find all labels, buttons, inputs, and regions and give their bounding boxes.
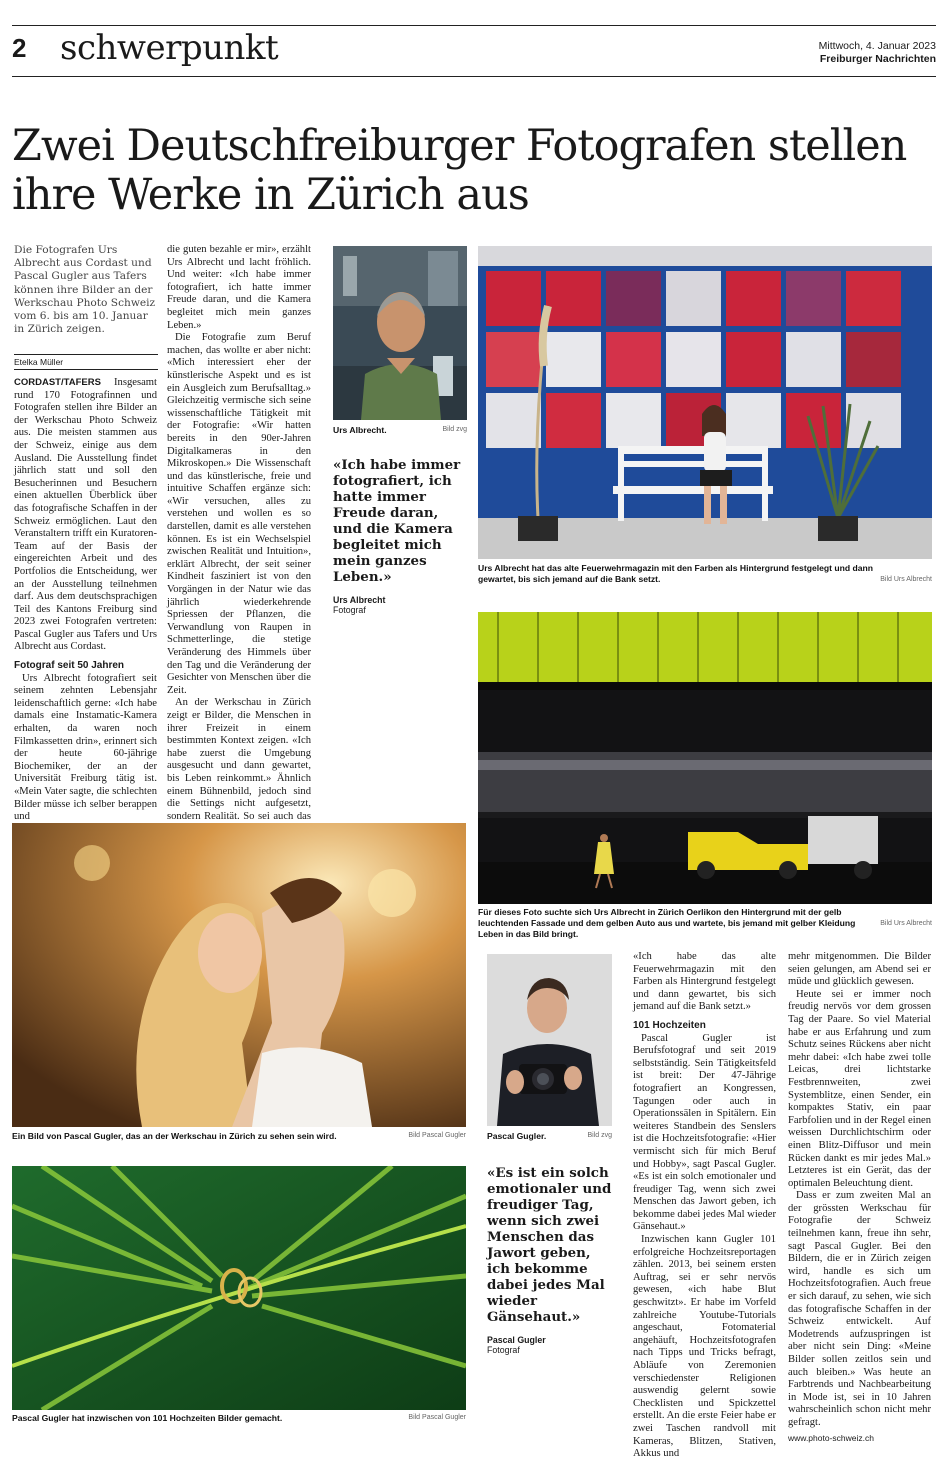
photo-credit: Bild zvg xyxy=(587,1132,612,1139)
photo-credit: Bild Pascal Gugler xyxy=(408,1132,466,1139)
website-link[interactable]: www.photo-schweiz.ch xyxy=(788,1432,874,1443)
paragraph: Pascal Gugler ist Berufsfotograf und seit 2019 selbstständig. Sein Tätigkeitsfeld ist breit: Der 47-Jährige fotografiert an Kongressen, Tagungen oder auch in Operationssälen in Spitälern. Ein weiteres Standbein des Senslers ist die Hochzeitsfotografie: «Hier vermischt sich für mich Beruf und Hobby», sagt Pascal Gugler. «Es ist ein solch emotionaler und freudiger Tag, wenn sich zwei Menschen das Jawort geben, ich bekomme dabei jedes Mal wieder Gänsehaut.» xyxy=(633,1032,776,1233)
article-column-4 xyxy=(788,951,931,1444)
photo-caption: Pascal Gugler hat inzwischen von 101 Hochzeiten Bilder gemacht. xyxy=(12,1413,283,1423)
photo-credit: Bild Urs Albrecht xyxy=(880,920,932,927)
quote-text: «Ich habe immer fotografiert, ich hatte immer Freude daran, und die Kamera begleitet mich mein ganzes Leben.» xyxy=(333,457,461,585)
quote-role: Fotograf xyxy=(333,605,366,615)
photo-caption: Urs Albrecht. xyxy=(333,425,387,435)
paragraph: die guten bezahle er mir», erzählt Urs Albrecht und lacht fröhlich. Und weiter: «Ich habe immer fotografiert, ich hatte immer Freude daran, und die Kamera begleitet mich mein ganzes Leben.» xyxy=(167,244,311,331)
pull-quote-albrecht xyxy=(333,457,467,615)
paragraph: mehr mitgenommen. Die Bilder seien gelungen, am Abend sei er müde und glücklich gewesen. xyxy=(788,951,931,988)
quote-text: «Es ist ein solch emotionaler und freudiger Tag, wenn sich zwei Menschen das Jawort geben, ich bekomme dabei jedes Mal wieder Gänsehaut.» xyxy=(487,1165,612,1325)
oerlikon-photo xyxy=(478,612,932,904)
gugler-portrait-photo xyxy=(487,954,612,1126)
pull-quote-gugler xyxy=(487,1165,615,1355)
subhead: Fotograf seit 50 Jahren xyxy=(14,660,125,672)
paragraph: «Ich habe das alte Feuerwehrmagazin mit den Farben als Hintergrund festgelegt und dann gewartet, bis sich jemand auf die Bank setzt.» xyxy=(633,951,776,1013)
headline: Zwei Deutschfreiburger Fotografen stellen ihre Werke in Zürich aus xyxy=(12,121,907,220)
dateline-kicker: CORDAST/TAFERS xyxy=(14,377,101,388)
photo-caption: Urs Albrecht hat das alte Feuerwehrmagazin mit den Farben als Hintergrund festgelegt und dann gewartet, bis sich jemand auf die Bank setzt. xyxy=(478,563,874,584)
quote-role: Fotograf xyxy=(487,1345,520,1355)
section-title: schwerpunkt xyxy=(60,28,279,68)
photo-credit: Bild Pascal Gugler xyxy=(408,1414,466,1421)
page-number: 2 xyxy=(12,33,27,63)
paragraph: CORDAST/TAFERS Insgesamt rund 170 Fotografinnen und Fotografen stellen ihre Bilder an der Werkschau Photo Schweiz aus. Die meisten stammen aus der Schweiz, einige aus dem Ausland. Die Ausstellung findet jährlich statt und soll den Besucherinnen und Besuchern einen aktuellen Überblick über das fotografische Schaffen in der Schweiz ermöglichen. Laut den Veranstaltern trifft ein Kuratoren-Team auf der Basis der eingereichten Arbeit und des Portfolios die Entscheidung, wer an der Ausstellung teilnehmen darf. Aus dem deutschsprachigen Teil des Kantons Freiburg sind 2023 zwei Fotografen vertreten: Pascal Gugler aus Tafers und Urs Albrecht aus Cordast. xyxy=(14,377,157,653)
header-rule xyxy=(12,76,936,77)
couple-photo xyxy=(12,823,466,1127)
paragraph: Heute sei er immer noch freudig nervös vor dem grossen Tag der Paare. So viel Material habe er aus Erfahrung und zum Schutz seines Rückens aber nicht mehr dabei: «Ich habe zwei tolle Leicas, drei lichtstarke Festbrennweiten, zwei Systemblitze, einen Sender, ein kompaktes Stativ, ein paar Farbfolien und in der Regel einen weissen Durchlichtschirm oder einen Blitz-Diffusor und mein Rücken dankt es mir jedes Mal.» Letzteres ist ein Gerät, das der optimalen Beleuchtung dient. xyxy=(788,988,931,1189)
paragraph: Dass er zum zweiten Mal an der grössten Werkschau für Fotografie der Schweiz teilnehmen kann, freue ihn sehr, sagt Pascal Gugler. Bei den Bildern, die er in Zürich zeigen wird, handle es sich um Hochzeitsfotografien. Auch freue er sich darauf, zu sehen, wie sich das fotografische Schaffen in der Schweiz entwickelt. Auf Modetrends aufzuspringen ist aber nicht sein Ding: «Meine Bilder sollen zeitlos sein und auch bleiben.» Was heute an Farbtrends und Nachbearbeitung in Mode ist, sei in 10 Jahren wahrscheinlich schon nicht mehr gefragt. xyxy=(788,1190,931,1428)
photo-credit: Bild zvg xyxy=(442,426,467,433)
photo-credit: Bild Urs Albrecht xyxy=(880,576,932,583)
paragraph: An der Werkschau in Zürich zeigt er Bilder, die Menschen in ihrer Freizeit in einem bestimmten Kontext zeigen. «Ich habe zuerst die Umgebung ausgesucht und dann gewartet, bis Leben reinkommt.» Ähnlich einem Bühnenbild, jedoch sind die Settings nicht aufgesetzt, sondern Realität. So sei auch das xyxy=(167,697,311,822)
paragraph: Urs Albrecht fotografiert seit seinem zehnten Lebensjahr leidenschaftlich gerne: «Ich habe damals eine Instamatic-Kamera erhalten, da waren noch Filmkassetten drin», erinnert sich der heute 60-jährige Biochemiker, der an der Universität Freiburg tätig ist. «Mein Vater sagte, die schlechten Bilder müsse ich selber berappen und xyxy=(14,672,157,823)
quote-name: Urs Albrecht xyxy=(333,595,386,605)
article-column-1 xyxy=(14,377,157,824)
dateline xyxy=(819,40,936,66)
issue-date: Mittwoch, 4. Januar 2023 xyxy=(818,40,936,52)
newspaper-name: Freiburger Nachrichten xyxy=(819,53,936,65)
quote-name: Pascal Gugler xyxy=(487,1335,546,1345)
photo-caption: Pascal Gugler. xyxy=(487,1131,547,1141)
top-rule xyxy=(12,25,936,26)
bench-photo xyxy=(478,246,932,559)
photo-caption: Ein Bild von Pascal Gugler, das an der Werkschau in Zürich zu sehen sein wird. xyxy=(12,1131,337,1141)
paragraph: Inzwischen kann Gugler 101 erfolgreiche Hochzeitsreportagen zählen. 2013, bei seinem ersten Auftrag, sei er sehr nervös gewesen, «ich habe Blut geschwitzt». Er habe im Vorfeld zahlreiche Youtube-Tutorials angeschaut, Fotomaterial angehäuft, Hochzeitsfotografen nach Tipps und Tricks befragt, Abläufe von Zeremonien verschiedenster Religionen auswendig gelernt sowie Checklisten und Spickzettel erstellt. An die erste Feier habe er zwei Taschen randvoll mit Kameras, Blitzen, Stativen, Akkus und xyxy=(633,1234,776,1460)
article-column-3 xyxy=(633,951,776,1461)
albrecht-portrait-photo xyxy=(333,246,467,420)
subhead: 101 Hochzeiten xyxy=(633,1019,706,1031)
lead-text: Die Fotografen Urs Albrecht aus Cordast und Pascal Gugler aus Tafers können ihre Bilder an der Werkschau Photo Schweiz vom 6. bis am 10. Januar in Zürich zeigen. xyxy=(14,244,156,336)
author-byline: Etelka Müller xyxy=(14,354,158,370)
article-column-2 xyxy=(167,244,311,836)
rings-photo xyxy=(12,1166,466,1410)
paragraph: Die Fotografie zum Beruf machen, das wollte er aber nicht: «Mich interessiert eher der künstlerische Aspekt und es ist ein Ausgleich zum Berufsalltag.» Gleichzeitig vermische sich seine wissenschaftliche Tätigkeit mit der Fotografie: «Wir hatten bereits in den 90er-Jahren Digitalkameras in den Mikroskopen.» Die Wissenschaft und das künstlerische, freie und intuitive Schaffen ergänze sich: «Wir versuchen, alles zu verstehen und wollen es so darstellen, damit es alle verstehen können. Es ist ein Wechselspiel zwischen Realität und Intuition», erklärt Albrecht, der seit seiner Kindheit fasziniert ist von den Vorgängen in der Natur wie das jährlich wiederkehrende Spriessen der Pflanzen, die Verwandlung von Raupen in Schmetterlinge, die stetige Veränderung des Himmels über den Tag und die Veränderung der Gesichter von Menschen über die Zeit. xyxy=(167,332,311,696)
photo-caption: Für dieses Foto suchte sich Urs Albrecht in Zürich Oerlikon den Hintergrund mit der gelb leuchtenden Fassade und dem gelben Auto aus und wartete, bis jemand mit gelber Kleidung Leben in das Bild bringt. xyxy=(478,907,856,939)
